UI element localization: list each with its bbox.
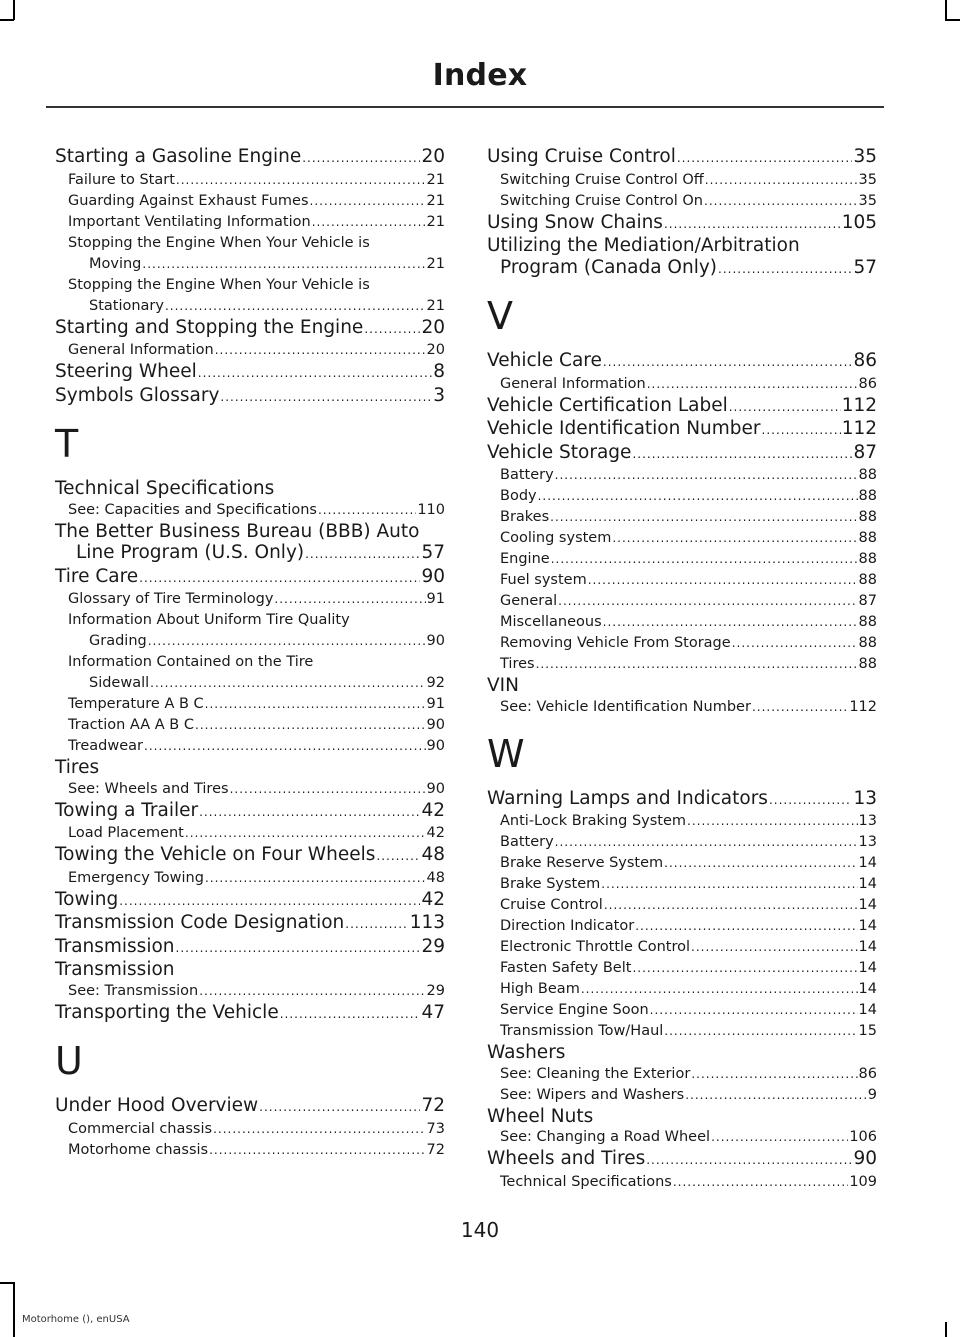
index-subentry[interactable]: Traction AA A B C ..... 90 xyxy=(55,715,445,736)
index-subentry[interactable]: Transmission Tow/Haul ..... 15 xyxy=(487,1021,877,1042)
index-entry-text: VIN xyxy=(487,675,519,696)
index-entry[interactable]: Using Snow Chains ..... 105 xyxy=(487,212,877,236)
index-subentry[interactable]: Anti-Lock Braking System ..... 13 xyxy=(487,811,877,832)
index-subentry-text: Information About Uniform Tire Quality xyxy=(68,612,350,628)
index-entry[interactable]: Towing ..... 42 xyxy=(55,889,445,913)
index-subentry[interactable]: Engine ..... 88 xyxy=(487,549,877,570)
index-entry[interactable]: Wheels and Tires ..... 90 xyxy=(487,1148,877,1172)
index-entry[interactable]: Steering Wheel ..... 8 xyxy=(55,361,445,385)
index-subentry[interactable]: See: Capacities and Specifications ..... 110 xyxy=(55,500,445,521)
index-subentry[interactable]: Removing Vehicle From Storage ..... 88 xyxy=(487,633,877,654)
index-entry-text: Technical Specifications xyxy=(55,478,275,499)
index-entry-text: Transmission xyxy=(55,959,175,980)
index-subentry[interactable]: Miscellaneous ..... 88 xyxy=(487,612,877,633)
index-entry[interactable]: Vehicle Identification Number ..... 112 xyxy=(487,418,877,442)
index-subentry[interactable]: Service Engine Soon ..... 14 xyxy=(487,1000,877,1021)
index-entry-text: Tires xyxy=(55,757,100,778)
index-column-right xyxy=(487,146,877,1193)
index-entry[interactable]: Starting a Gasoline Engine ..... 20 xyxy=(55,146,445,170)
crop-mark xyxy=(945,0,947,20)
section-letter: V xyxy=(487,294,513,338)
index-entry[interactable]: Program (Canada Only) ..... 57 xyxy=(487,257,877,281)
index-entry[interactable]: Warning Lamps and Indicators ..... 13 xyxy=(487,788,877,812)
index-subentry[interactable]: Motorhome chassis ..... 72 xyxy=(55,1140,445,1161)
index-subentry[interactable]: General Information ..... 20 xyxy=(55,340,445,361)
index-entry[interactable]: Transmission ..... 29 xyxy=(55,936,445,960)
index-entry[interactable]: Vehicle Care ..... 86 xyxy=(487,350,877,374)
index-subentry[interactable]: Battery ..... 88 xyxy=(487,465,877,486)
index-entry[interactable]: Line Program (U.S. Only) ..... 57 xyxy=(55,542,445,566)
index-subentry[interactable]: Cruise Control ..... 14 xyxy=(487,895,877,916)
crop-mark xyxy=(13,1282,15,1337)
index-subentry[interactable]: Failure to Start ..... 21 xyxy=(55,170,445,191)
section-letter: U xyxy=(55,1039,83,1083)
index-entry[interactable]: Vehicle Certification Label ..... 112 xyxy=(487,395,877,419)
index-subentry[interactable]: See: Wheels and Tires ..... 90 xyxy=(55,779,445,800)
index-entry[interactable]: Symbols Glossary ..... 3 xyxy=(55,385,445,409)
index-subentry[interactable]: Fuel system ..... 88 xyxy=(487,570,877,591)
index-subentry[interactable]: Electronic Throttle Control ..... 14 xyxy=(487,937,877,958)
index-subentry[interactable]: Load Placement ..... 42 xyxy=(55,823,445,844)
index-subentry[interactable]: Direction Indicator ..... 14 xyxy=(487,916,877,937)
index-entry[interactable]: Transmission Code Designation ..... 113 xyxy=(55,912,445,936)
index-subentry[interactable]: Brake Reserve System ..... 14 xyxy=(487,853,877,874)
index-subentry[interactable]: Brake System ..... 14 xyxy=(487,874,877,895)
index-subentry[interactable]: Temperature A B C ..... 91 xyxy=(55,694,445,715)
index-subentry[interactable]: Stationary ..... 21 xyxy=(55,296,445,317)
index-subentry[interactable]: Glossary of Tire Terminology ..... 91 xyxy=(55,589,445,610)
page-title: Index xyxy=(432,58,528,93)
crop-mark xyxy=(945,1322,947,1337)
index-entry[interactable]: Starting and Stopping the Engine ..... 20 xyxy=(55,317,445,341)
index-subentry[interactable]: General Information ..... 86 xyxy=(487,374,877,395)
index-subentry[interactable]: See: Wipers and Washers ..... 9 xyxy=(487,1085,877,1106)
index-subentry[interactable]: See: Changing a Road Wheel ..... 106 xyxy=(487,1127,877,1148)
index-subentry[interactable]: Battery ..... 13 xyxy=(487,832,877,853)
index-entry[interactable]: Tire Care ..... 90 xyxy=(55,566,445,590)
index-subentry[interactable]: See: Transmission ..... 29 xyxy=(55,981,445,1002)
index-subentry[interactable]: Moving ..... 21 xyxy=(55,254,445,275)
title-divider xyxy=(46,106,884,108)
index-entry[interactable]: Using Cruise Control ..... 35 xyxy=(487,146,877,170)
index-entry[interactable]: Transporting the Vehicle ..... 47 xyxy=(55,1002,445,1026)
index-subentry[interactable]: Body ..... 88 xyxy=(487,486,877,507)
index-column-left xyxy=(55,146,445,1161)
section-letter: T xyxy=(55,422,79,466)
index-subentry[interactable]: Grading ..... 90 xyxy=(55,631,445,652)
index-entry-text: Utilizing the Mediation/Arbitration xyxy=(487,235,800,256)
index-subentry[interactable]: Sidewall ..... 92 xyxy=(55,673,445,694)
crop-mark xyxy=(0,1282,14,1284)
index-subentry-text: Stopping the Engine When Your Vehicle is xyxy=(68,234,370,251)
index-subentry[interactable]: General ..... 87 xyxy=(487,591,877,612)
index-entry[interactable]: Vehicle Storage ..... 87 xyxy=(487,442,877,466)
index-subentry[interactable]: See: Cleaning the Exterior ..... 86 xyxy=(487,1064,877,1085)
crop-mark xyxy=(0,19,14,21)
index-subentry-text: Information Contained on the Tire xyxy=(68,654,314,670)
crop-mark xyxy=(945,19,960,21)
index-entry-text: Washers xyxy=(487,1042,566,1063)
index-subentry[interactable]: Brakes ..... 88 xyxy=(487,507,877,528)
index-entry[interactable]: Towing a Trailer ..... 42 xyxy=(55,800,445,824)
index-subentry[interactable]: Technical Specifications ..... 109 xyxy=(487,1172,877,1193)
index-subentry-text: Stopping the Engine When Your Vehicle is xyxy=(68,276,370,293)
index-subentry[interactable]: Commercial chassis ..... 73 xyxy=(55,1119,445,1140)
index-subentry[interactable]: Fasten Safety Belt ..... 14 xyxy=(487,958,877,979)
crop-mark xyxy=(13,0,15,20)
index-subentry[interactable]: Switching Cruise Control Off ..... 35 xyxy=(487,170,877,191)
index-subentry[interactable]: Treadwear ..... 90 xyxy=(55,736,445,757)
page-number: 140 xyxy=(460,1218,500,1242)
index-entry[interactable]: Under Hood Overview ..... 72 xyxy=(55,1095,445,1119)
index-subentry[interactable]: Cooling system ..... 88 xyxy=(487,528,877,549)
index-entry-text: The Better Business Bureau (BBB) Auto xyxy=(55,520,420,542)
index-subentry[interactable]: Guarding Against Exhaust Fumes ..... 21 xyxy=(55,191,445,212)
index-entry-text: Wheel Nuts xyxy=(487,1105,594,1127)
index-subentry[interactable]: See: Vehicle Identification Number ..... 112 xyxy=(487,697,877,718)
index-subentry[interactable]: Emergency Towing ..... 48 xyxy=(55,868,445,889)
index-subentry[interactable]: Important Ventilating Information ..... 21 xyxy=(55,212,445,233)
index-subentry[interactable]: Tires ..... 88 xyxy=(487,654,877,675)
index-subentry[interactable]: High Beam ..... 14 xyxy=(487,979,877,1000)
section-letter: W xyxy=(487,731,525,776)
index-subentry[interactable]: Switching Cruise Control On ..... 35 xyxy=(487,191,877,212)
footer-text: Motorhome (), enUSA xyxy=(22,1314,130,1325)
index-entry[interactable]: Towing the Vehicle on Four Wheels ..... 48 xyxy=(55,844,445,868)
